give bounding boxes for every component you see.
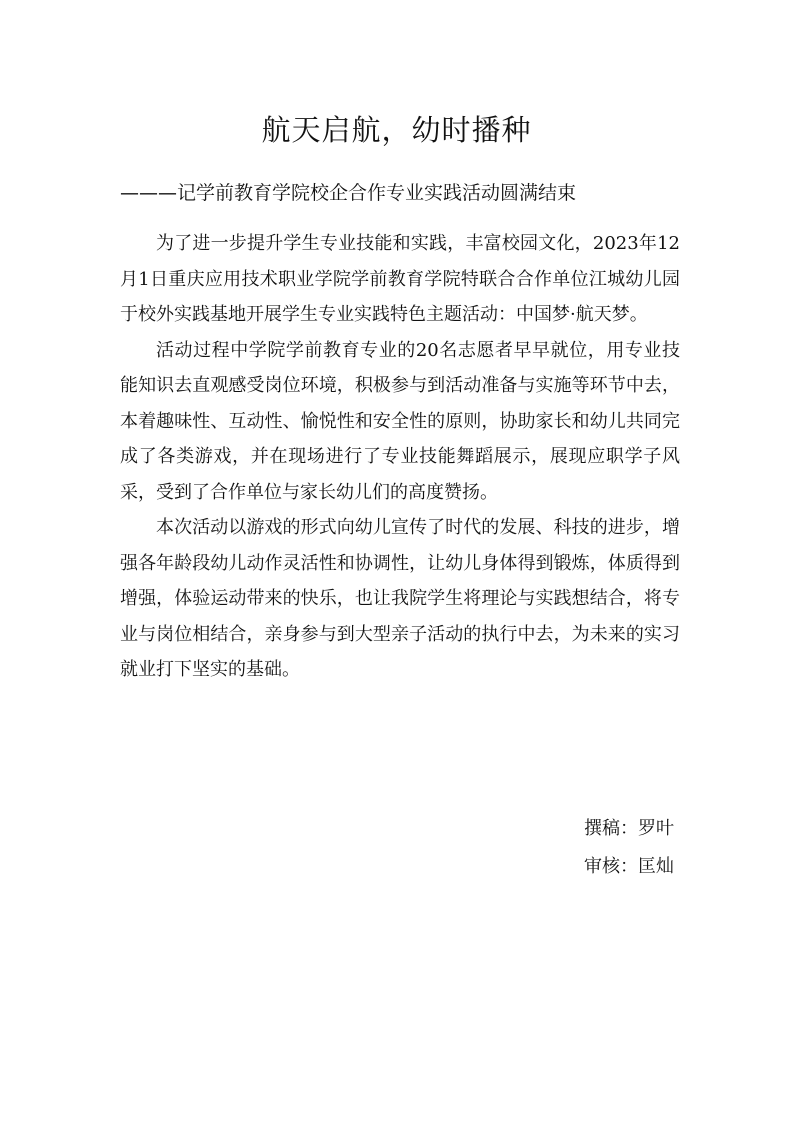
author-credit: 撰稿：罗叶 [584, 818, 674, 839]
paragraph: 为了进一步提升学生专业技能和实践，丰富校园文化，2023年12月1日重庆应用技术职业学院学前教育学院特联合合作单位江城幼儿园于校外实践基地开展学生专业实践特色主题活动：中国梦·航天梦。 [120, 233, 680, 325]
article-body [120, 226, 680, 688]
page-subtitle: ———记学前教育学院校企合作专业实践活动圆满结束 [120, 182, 577, 204]
reviewer-credit: 审核：匡灿 [584, 856, 674, 877]
page-title: 航天启航，幼时播种 [261, 113, 532, 147]
paragraph: 本次活动以游戏的形式向幼儿宣传了时代的发展、科技的进步，增强各年龄段幼儿动作灵活性和协调性，让幼儿身体得到锻炼，体质得到增强，体验运动带来的快乐，也让我院学生将理论与实践想结合，将专业与岗位相结合，亲身参与到大型亲子活动的执行中去，为未来的实习就业打下坚实的基础。 [120, 517, 680, 680]
paragraph: 活动过程中学院学前教育专业的20名志愿者早早就位，用专业技能知识去直观感受岗位环境，积极参与到活动准备与实施等环节中去，本着趣味性、互动性、愉悦性和安全性的原则，协助家长和幼儿共同完成了各类游戏，并在现场进行了专业技能舞蹈展示，展现应职学子风采，受到了合作单位与家长幼儿们的高度赞扬。 [120, 339, 680, 503]
